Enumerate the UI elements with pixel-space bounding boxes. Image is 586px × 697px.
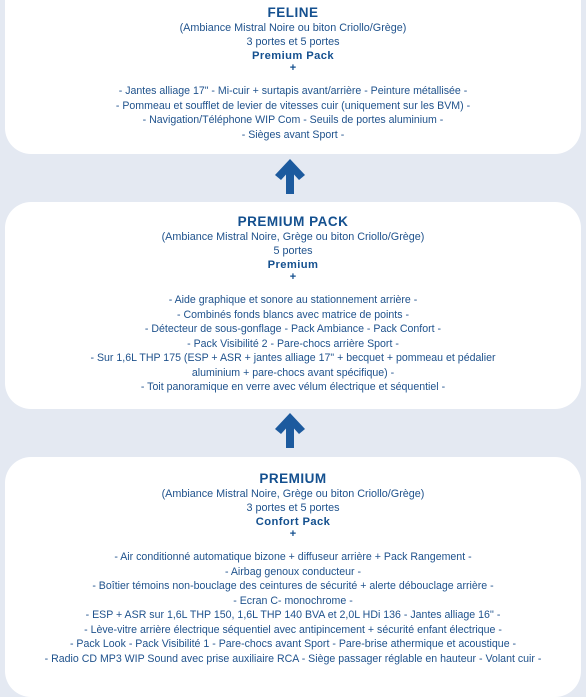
trim-doors: 5 portes	[273, 245, 313, 258]
arrow-up-icon	[272, 410, 308, 450]
trim-base-pack: Premium Pack	[252, 50, 334, 63]
trim-base-pack: Premium	[267, 259, 319, 272]
trim-card-premium	[5, 457, 581, 697]
trim-card-feline	[5, 0, 581, 154]
feature-item: - Pack Look - Pack Visibilité 1 - Pare-chocs avant Sport - Pare-brise athermique et acoustique -	[69, 638, 517, 651]
feature-list	[5, 550, 581, 666]
feature-item: - Pommeau et soufflet de levier de vitesses cuir (uniquement sur les BVM) -	[115, 99, 471, 112]
feature-item: - Combinés fonds blancs avec matrice de points -	[177, 308, 409, 321]
trim-card-premium-pack	[5, 202, 581, 409]
plus-sign: +	[289, 271, 297, 284]
trim-doors: 3 portes et 5 portes	[246, 502, 340, 515]
plus-sign: +	[289, 528, 297, 541]
trim-ambiance: (Ambiance Mistral Noire, Grège ou biton Criollo/Grège)	[161, 488, 425, 500]
trim-title: FELINE	[267, 5, 319, 20]
feature-item: - Jantes alliage 17" - Mi-cuir + surtapis avant/arrière - Peinture métallisée -	[118, 85, 468, 98]
feature-list	[5, 84, 581, 142]
trim-title: PREMIUM	[259, 471, 327, 486]
feature-item: - Airbag genoux conducteur -	[224, 565, 362, 578]
feature-item: - Boîtier témoins non-bouclage des ceintures de sécurité + alerte débouclage arrière -	[92, 580, 494, 593]
feature-item: - Pack Visibilité 2 - Pare-chocs arrière Sport -	[187, 337, 399, 350]
feature-item: - Détecteur de sous-gonflage - Pack Ambiance - Pack Confort -	[144, 323, 442, 336]
feature-item: - Radio CD MP3 WIP Sound avec prise auxiliaire RCA - Siège passager réglable en hauteur - Volant cuir -	[44, 652, 542, 665]
arrow-up-icon	[272, 156, 308, 196]
feature-list	[5, 293, 581, 395]
feature-item: - Lève-vitre arrière électrique séquentiel avec antipincement + sécurité enfant électrique -	[84, 623, 502, 636]
trim-doors: 3 portes et 5 portes	[246, 36, 340, 49]
trim-title: PREMIUM PACK	[237, 214, 349, 229]
feature-item: - Air conditionné automatique bizone + diffuseur arrière + Pack Rangement -	[114, 551, 472, 564]
plus-sign: +	[289, 62, 297, 75]
trim-ambiance: (Ambiance Mistral Noire ou biton Criollo/Grège)	[179, 22, 407, 34]
feature-item: - Navigation/Téléphone WIP Com - Seuils de portes aluminium -	[142, 114, 444, 127]
feature-item: - Ecran C- monochrome -	[233, 594, 353, 607]
trim-base-pack: Confort Pack	[255, 516, 331, 529]
feature-item: - Sièges avant Sport -	[241, 128, 345, 141]
feature-item: - ESP + ASR sur 1,6L THP 150, 1,6L THP 140 BVA et 2,0L HDi 136 - Jantes alliage 16'' -	[85, 609, 501, 622]
trim-ambiance: (Ambiance Mistral Noire, Grège ou biton Criollo/Grège)	[161, 231, 425, 243]
feature-item: - Aide graphique et sonore au stationnement arrière -	[168, 294, 418, 307]
feature-item: - Toit panoramique en verre avec vélum électrique et séquentiel -	[140, 381, 446, 394]
feature-item: - Sur 1,6L THP 175 (ESP + ASR + jantes alliage 17" + becquet + pommeau et pédalier aluminium + pare-chocs avant spécifique) -	[90, 352, 496, 379]
